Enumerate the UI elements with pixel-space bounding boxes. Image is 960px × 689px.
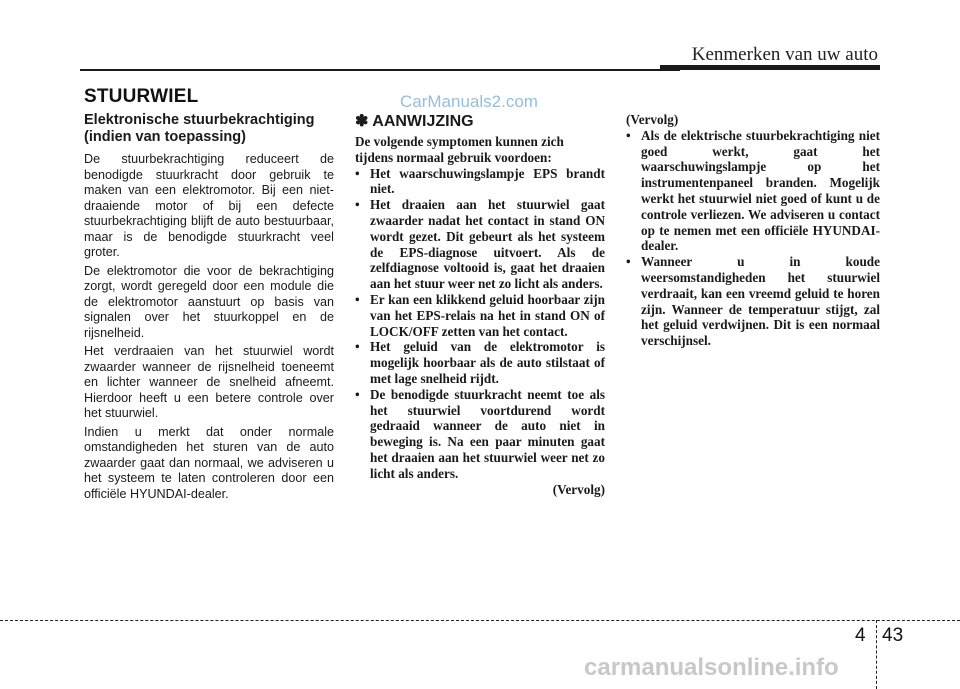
bullet-icon: • [355,291,360,307]
note-list [626,128,880,349]
bullet-icon: • [355,339,360,355]
header-rule-accent [660,65,880,70]
subsection-heading: Elektronische stuurbekrachtiging (indien van toepassing) [84,112,315,145]
list-item-text: Het draaien aan het stuurwiel gaat zwaarder nadat het contact in stand ON wordt gezet. Dit gebeurt als het systeem de EPS-diagnose uitvoert. Als de zelfdiagnose voltooid is, gaat het draaien aan het stuur weer net zo licht als anders. [370,197,605,292]
paragraph: Indien u merkt dat onder normale omstandigheden het sturen van de auto zwaarder gaat dan normaal, we adviseren u het systeem te laten controleren door een officiële HYUNDAI-dealer. [84,424,334,501]
list-item-text: De benodigde stuurkracht neemt toe als het stuurwiel voortdurend wordt gedraaid wanneer de auto niet in beweging is. Na een paar minuten gaat het draaien aan het stuurwiel weer net zo licht als anders. [370,386,605,481]
list-item-text: Het waarschuwingslampje EPS brandt niet. [370,165,605,197]
list-item [355,166,605,198]
list-item [355,197,605,292]
list-item [626,254,880,349]
paragraph: De stuurbekrachtiging reduceert de benodigde stuurkracht door gebruik te maken van een elektromotor. Bij een niet-draaiende motor of bij een defecte stuurbekrachtiging blijft de auto bestuurbaar, maar is de benodigde stuurkracht veel groter. [84,152,334,259]
column-3 [626,112,880,349]
continued-label: (Vervolg) [552,481,605,497]
column-1 [84,112,334,505]
header-rule [80,69,680,71]
footer-rule [0,620,960,621]
watermark-bottom[interactable]: carmanualsonline.info [584,654,839,681]
chapter-number: 4 [855,625,866,646]
list-item-text: Wanneer u in koude weersomstandigheden het stuurwiel verdraait, kan een vreemd geluid te horen zijn. Wanneer de temperatuur stijgt, zal het geluid verdwijnen. Dit is een normaal verschijnsel. [641,254,880,349]
list-item [355,292,605,339]
bullet-icon: • [626,127,631,143]
list-item-text: Als de elektrische stuurbekrachtiging niet goed werkt, gaat het waarschuwingslampje op het instrumentenpaneel branden. Mogelijk werkt het stuurwiel niet goed of kunt u de controle verliezen. We adviseren u contact op te nemen met een officiële HYUNDAI-dealer. [641,127,880,254]
watermark-top[interactable]: CarManuals2.com [400,92,538,111]
note-intro: De volgende symptomen kunnen zich tijdens normaal gebruik voordoen: [355,134,564,165]
paragraph: De elektromotor die voor de bekrachtiging zorgt, wordt geregeld door een module die de elektromotor aanstuurt op basis van signalen over het stuurkoppel en de rijsnelheid. [84,263,334,340]
footer-divider [876,620,877,689]
list-item-text: Het geluid van de elektromotor is mogelijk hoorbaar als de auto stilstaat of met lage snelheid rijdt. [370,339,605,386]
list-item [355,387,605,482]
bullet-icon: • [355,165,360,181]
continued-intro: (Vervolg) [626,112,679,127]
note-title: ✽ AANWIJZING [355,113,474,130]
bullet-icon: • [355,386,360,402]
bullet-icon: • [355,197,360,213]
list-item [355,339,605,386]
column-2 [355,112,605,498]
paragraph: Het verdraaien van het stuurwiel wordt zwaarder wanneer de rijsnelheid toeneemt en lichter wanneer de snelheid afneemt. Hierdoor heeft u een betere controle over het stuurwiel. [84,344,334,420]
note-list [355,166,605,482]
section-title: STUURWIEL [84,86,199,107]
list-item [626,128,880,254]
page-header-title: Kenmerken van uw auto [691,44,878,65]
bullet-icon: • [626,254,631,270]
list-item-text: Er kan een klikkend geluid hoorbaar zijn van het EPS-relais na het in stand ON of LOCK/OFF zetten van het contact. [370,291,605,339]
page-number: 43 [882,625,904,646]
